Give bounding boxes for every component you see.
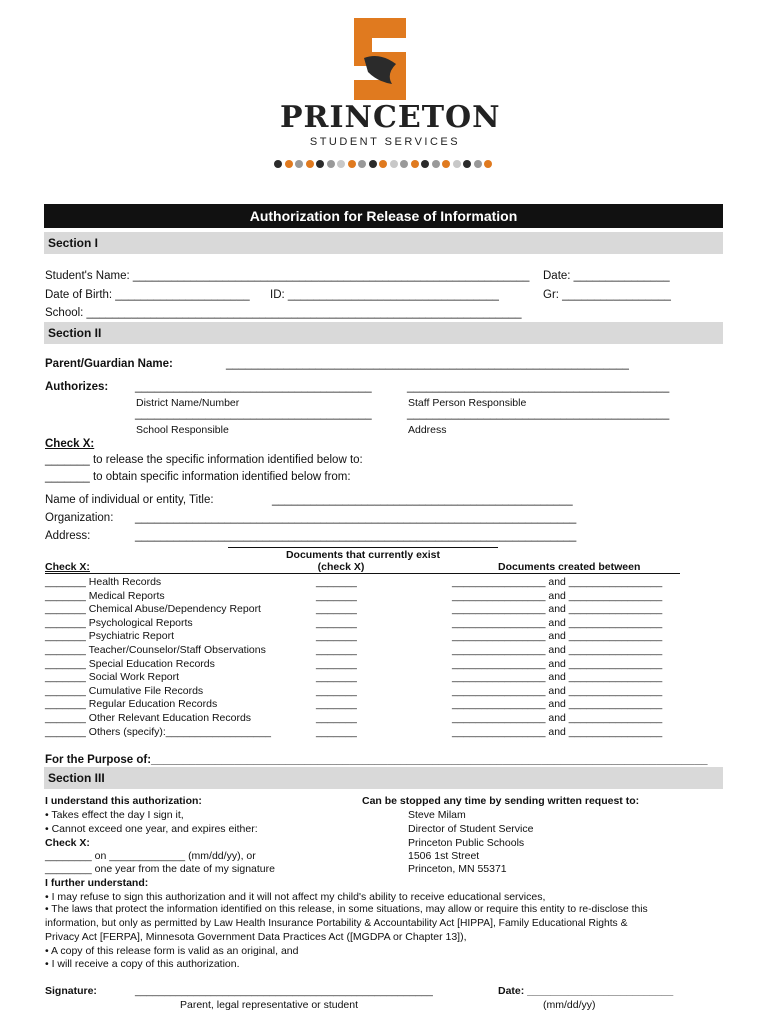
further-1: • I may refuse to sign this authorization and it will not affect my child's ability to receive educational services, xyxy=(45,891,546,903)
record-exist-blank[interactable]: _______ xyxy=(316,630,357,643)
obtain-option[interactable]: _______ to obtain specific information identified below from: xyxy=(45,471,351,483)
record-created-blank[interactable]: ________________ and ________________ xyxy=(452,684,663,697)
record-created-blank[interactable]: ________________ and ________________ xyxy=(452,725,663,738)
record-exist-blank[interactable]: _______ xyxy=(316,576,357,588)
col-exist-sub: (check X) xyxy=(317,561,365,573)
record-item[interactable]: _______ Psychiatric Report xyxy=(45,630,174,643)
col-created-header: Documents created between xyxy=(498,561,641,573)
stop-heading: Can be stopped any time by sending written request to: xyxy=(362,795,640,807)
logo-dot xyxy=(369,160,377,168)
logo-dot xyxy=(327,160,335,168)
record-item[interactable]: _______ Special Education Records xyxy=(45,657,215,670)
logo-dot xyxy=(411,160,419,168)
contact-org: Princeton Public Schools xyxy=(408,837,525,849)
entity-address-label: Address: xyxy=(45,530,91,542)
record-exist-blank[interactable]: _______ xyxy=(316,644,357,656)
record-item[interactable]: _______ Others (specify):__________________ xyxy=(45,725,271,738)
further-2b: information, but only as permitted by Law Health Insurance Portability & Accountability Act [HIPPA], Family Educational Rights & xyxy=(45,918,628,929)
record-item[interactable]: _______ Social Work Report xyxy=(45,671,180,684)
logo-dot xyxy=(421,160,429,168)
contact-name: Steve Milam xyxy=(408,809,466,821)
district-field[interactable]: _____________________________________ xyxy=(135,381,372,393)
record-exist-blank[interactable]: _______ xyxy=(316,725,357,738)
district-caption: District Name/Number xyxy=(136,397,240,409)
record-exist-blank[interactable]: _______ xyxy=(316,657,357,670)
header-rule xyxy=(45,573,680,574)
date-field[interactable]: Date: _______________ xyxy=(543,270,670,282)
release-option[interactable]: _______ to release the specific information identified below to: xyxy=(45,454,363,466)
staff-field[interactable]: _________________________________________ xyxy=(407,381,670,393)
record-created-blank[interactable]: ________________ and ________________ xyxy=(452,603,663,616)
logo-dot xyxy=(337,160,345,168)
record-item[interactable]: _______ Other Relevant Education Records xyxy=(45,712,252,724)
purpose-field[interactable]: For the Purpose of:_______________________________________________________________________________________ xyxy=(45,754,708,766)
parent-label: Parent/Guardian Name: xyxy=(45,358,173,370)
school-field[interactable]: School: ____________________________________________________________________ xyxy=(45,307,522,319)
section-1-header: Section I xyxy=(44,232,723,254)
record-item[interactable]: _______ Health Records xyxy=(45,576,162,588)
student-name-field[interactable]: Student's Name: ______________________________________________________________ xyxy=(45,270,530,282)
logo-dot xyxy=(474,160,482,168)
bullet-1: • Takes effect the day I sign it, xyxy=(45,809,184,821)
col-exist-header: Documents that currently exist xyxy=(228,547,498,561)
record-created-blank[interactable]: ________________ and ________________ xyxy=(452,698,663,711)
logo-dot xyxy=(358,160,366,168)
logo-dot xyxy=(484,160,492,168)
further-3: • A copy of this release form is valid as an original, and xyxy=(45,945,299,957)
logo-dot xyxy=(442,160,450,168)
record-created-blank[interactable]: ________________ and ________________ xyxy=(452,576,663,588)
contact-city: Princeton, MN 55371 xyxy=(408,863,507,875)
further-heading: I further understand: xyxy=(45,877,149,889)
logo-s-mark xyxy=(350,14,410,104)
logo-dot xyxy=(274,160,282,168)
further-2a: • The laws that protect the information identified on this release, in some situations, may allow or require this entity to re-disclose this xyxy=(45,904,648,915)
staff-caption: Staff Person Responsible xyxy=(408,397,527,409)
record-created-blank[interactable]: ________________ and ________________ xyxy=(452,644,663,656)
record-exist-blank[interactable]: _______ xyxy=(316,603,357,616)
school-responsible-field[interactable]: _____________________________________ xyxy=(135,408,372,420)
logo-dot xyxy=(400,160,408,168)
entity-field[interactable]: _______________________________________________ xyxy=(272,494,573,506)
address-caption: Address xyxy=(408,424,447,436)
signature-label: Signature: xyxy=(45,985,97,997)
entity-label: Name of individual or entity, Title: xyxy=(45,494,214,506)
entity-address-field[interactable]: _____________________________________________________________________ xyxy=(135,530,577,542)
record-created-blank[interactable]: ________________ and ________________ xyxy=(452,671,663,684)
further-4: • I will receive a copy of this authorization. xyxy=(45,958,240,970)
record-item[interactable]: _______ Psychological Reports xyxy=(45,616,193,629)
school-caption: School Responsible xyxy=(136,424,229,436)
record-exist-blank[interactable]: _______ xyxy=(316,616,357,629)
authorizes-label: Authorizes: xyxy=(45,381,109,393)
record-created-blank[interactable]: ________________ and ________________ xyxy=(452,630,663,643)
record-exist-blank[interactable]: _______ xyxy=(316,589,357,602)
record-item[interactable]: _______ Teacher/Counselor/Staff Observations xyxy=(45,644,266,656)
check-label-3: Check X: xyxy=(45,837,90,849)
logo-dot xyxy=(285,160,293,168)
contact-title: Director of Student Service xyxy=(408,823,534,835)
one-year-option[interactable]: ________ one year from the date of my signature xyxy=(45,863,275,875)
record-item[interactable]: _______ Chemical Abuse/Dependency Report xyxy=(45,603,261,616)
record-created-blank[interactable]: ________________ and ________________ xyxy=(452,616,663,629)
grade-field[interactable]: Gr: _________________ xyxy=(543,289,671,301)
bullet-2: • Cannot exceed one year, and expires either: xyxy=(45,823,258,835)
signature-caption: Parent, legal representative or student xyxy=(180,999,359,1011)
logo-dot xyxy=(306,160,314,168)
date-caption: (mm/dd/yy) xyxy=(543,999,596,1011)
record-created-blank[interactable]: ________________ and ________________ xyxy=(452,712,663,724)
record-exist-blank[interactable]: _______ xyxy=(316,671,357,684)
check-col-header: Check X: xyxy=(45,561,90,573)
logo-dot xyxy=(463,160,471,168)
check-label: Check X: xyxy=(45,438,95,450)
signature-date-field[interactable]: Date: _________________________ xyxy=(498,985,674,997)
understand-heading: I understand this authorization: xyxy=(45,795,202,807)
logo-dot xyxy=(432,160,440,168)
logo-dot xyxy=(453,160,461,168)
section-2-header: Section II xyxy=(44,322,723,344)
logo xyxy=(280,14,501,174)
org-label: Organization: xyxy=(45,512,114,524)
record-item[interactable]: _______ Regular Education Records xyxy=(45,698,218,711)
org-field[interactable]: _____________________________________________________________________ xyxy=(135,512,577,524)
logo-dot xyxy=(295,160,303,168)
record-item[interactable]: _______ Cumulative File Records xyxy=(45,684,204,697)
record-created-blank[interactable]: ________________ and ________________ xyxy=(452,589,663,602)
logo-dot xyxy=(379,160,387,168)
brand-name: PRINCETON xyxy=(280,100,501,135)
brand-subtitle: STUDENT SERVICES xyxy=(309,136,461,148)
record-exist-blank[interactable]: _______ xyxy=(316,698,357,711)
logo-dot xyxy=(348,160,356,168)
id-field[interactable]: ID: _________________________________ xyxy=(270,289,499,301)
record-item[interactable]: _______ Medical Reports xyxy=(45,589,165,602)
record-exist-blank[interactable]: _______ xyxy=(316,684,357,697)
logo-dot xyxy=(390,160,398,168)
record-created-blank[interactable]: ________________ and ________________ xyxy=(452,657,663,670)
logo-dot xyxy=(316,160,324,168)
logo-dots xyxy=(274,160,496,170)
parent-name-field[interactable]: _______________________________________________________________ xyxy=(226,358,629,370)
signature-field[interactable]: ___________________________________________________ xyxy=(135,985,433,997)
section-3-header: Section III xyxy=(44,767,723,789)
form-title: Authorization for Release of Information xyxy=(44,204,723,228)
further-2c: Privacy Act [FERPA], Minnesota Government Data Practices Act ([MGDPA or Chapter 13]), xyxy=(45,931,467,943)
record-exist-blank[interactable]: _______ xyxy=(316,712,357,724)
contact-street: 1506 1st Street xyxy=(408,850,480,862)
address-field[interactable]: _________________________________________ xyxy=(407,408,670,420)
dob-field[interactable]: Date of Birth: _____________________ xyxy=(45,289,250,301)
on-date-option[interactable]: ________ on _____________ (mm/dd/yy), or xyxy=(45,850,256,862)
